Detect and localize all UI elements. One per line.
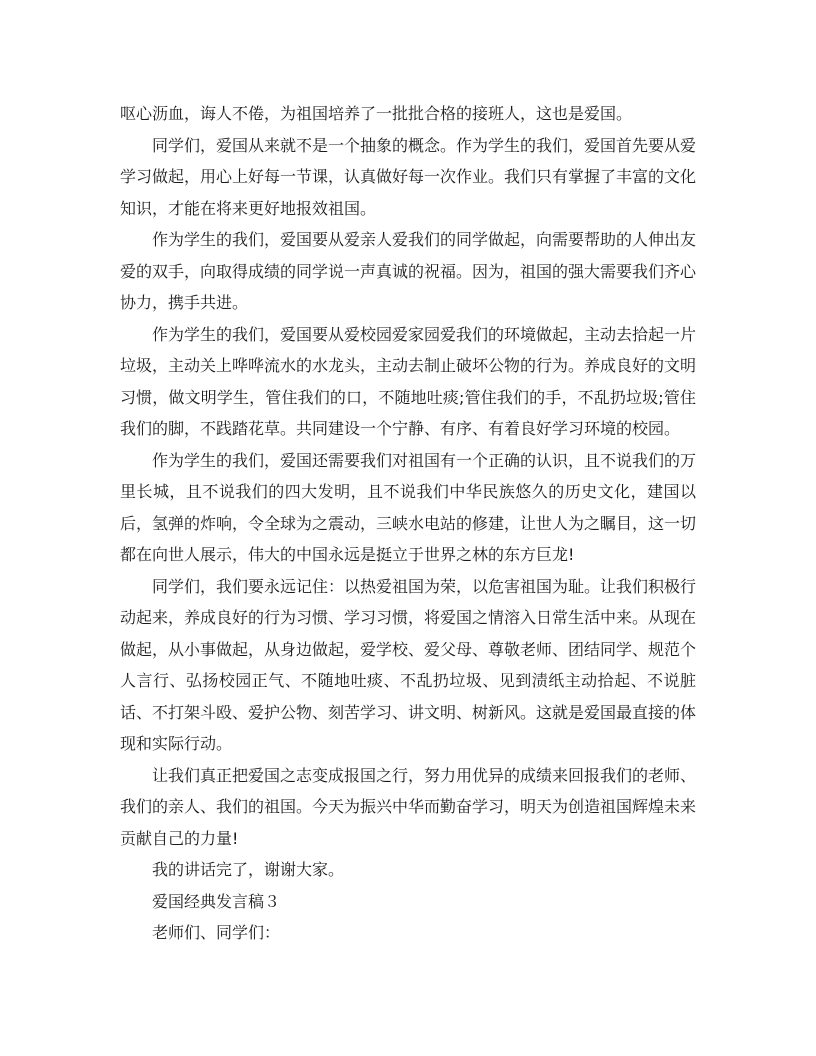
section-title: 爱国经典发言稿３ bbox=[152, 891, 281, 911]
paragraph: 让我们真正把爱国之志变成报国之行，努力用优异的成绩来回报我们的老师、我们的亲人、我们的祖国。今天为振兴中华而勤奋学习，明天为创造祖国辉煌未来贡献自己的力量! bbox=[120, 765, 697, 848]
paragraph: 作为学生的我们，爱国要从爱亲人爱我们的同学做起，向需要帮助的人伸出友爱的双手，向取得成绩的同学说一声真诚的祝福。因为，祖国的强大需要我们齐心协力，携手共进。 bbox=[120, 230, 697, 312]
paragraph: 同学们，我们要永远记住：以热爱祖国为荣，以危害祖国为耻。让我们积极行动起来，养成良好的行为习惯、学习习惯，将爱国之情溶入日常生活中来。从现在做起，从小事做起，从身边做起，爱学校、爱父母、尊敬老师、团结同学、规范个人言行、弘扬校园正气、不随地吐痰、不乱扔垃圾、见到渍纸主动拾起、不说脏话、不打架斗殴、爱护公物、刻苦学习、讲文明、树新风。这就是爱国最直接的体现和实际行动。 bbox=[120, 576, 697, 753]
document-body bbox=[120, 98, 696, 949]
salutation: 老师们、同学们： bbox=[152, 923, 281, 942]
paragraph: 作为学生的我们，爱国还需要我们对祖国有一个正确的认识，且不说我们的万里长城，且不说我们的四大发明，且不说我们中华民族悠久的历史文化，建国以后，氢弹的炸响，令全球为之震动，三峡水电站的修建，让世人为之瞩目，这一切都在向世人展示，伟大的中国永远是挺立于世界之林的东方巨龙! bbox=[120, 450, 697, 564]
closing-line: 我的讲话完了，谢谢大家。 bbox=[152, 860, 345, 879]
paragraph: 作为学生的我们，爱国要从爱校园爱家园爱我们的环境做起，主动去拾起一片垃圾，主动关上哗哗流水的水龙头，主动去制止破坏公物的行为。养成良好的文明习惯，做文明学生，管住我们的口，不随地吐痰;管住我们的手，不乱扔垃圾;管住我们的脚，不践踏花草。共同建设一个宁静、有序、有着良好学习环境的校园。 bbox=[120, 324, 697, 438]
paragraph-continuation: 呕心沥血，诲人不倦，为祖国培养了一批批合格的接班人，这也是爱国。 bbox=[120, 104, 633, 123]
paragraph: 同学们，爱国从来就不是一个抽象的概念。作为学生的我们，爱国首先要从爱学习做起，用心上好每一节课，认真做好每一次作业。我们只有掌握了丰富的文化知识，才能在将来更好地报效祖国。 bbox=[120, 135, 697, 218]
